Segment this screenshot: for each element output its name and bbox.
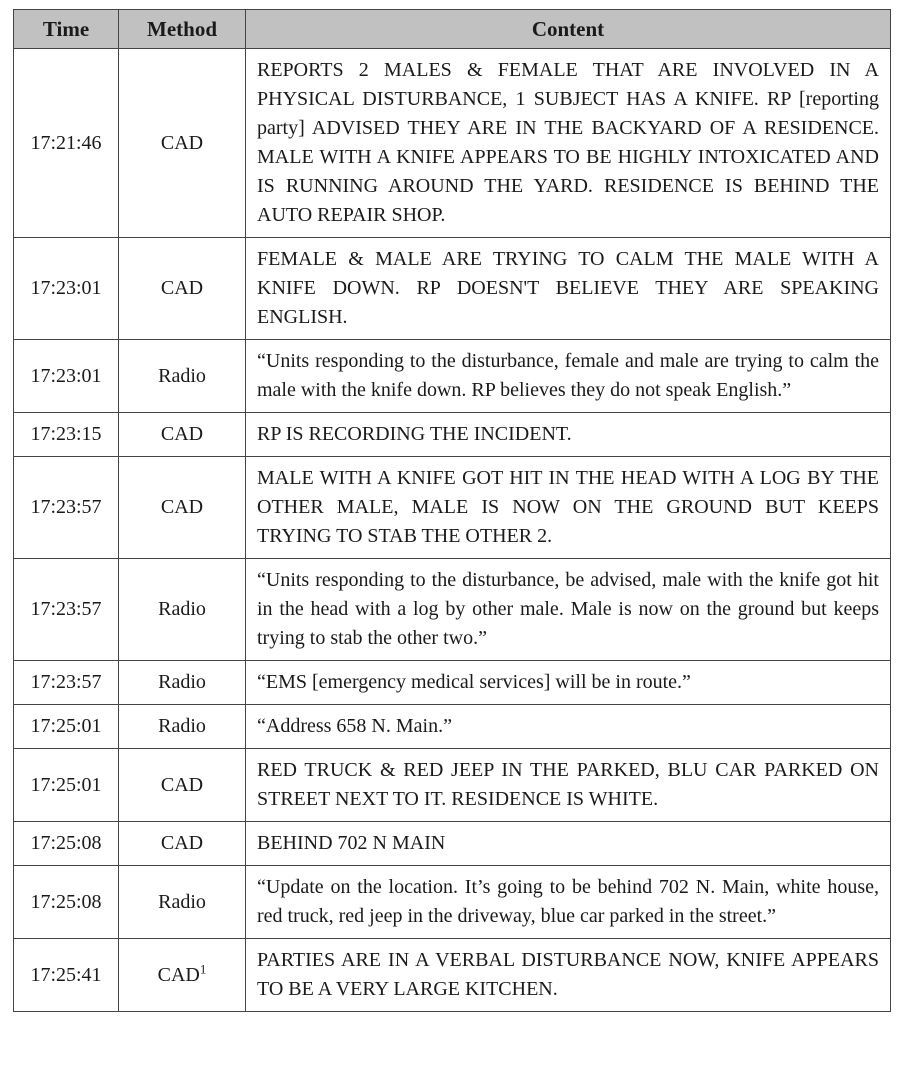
log-row	[14, 559, 891, 661]
method-cell: CAD	[119, 749, 246, 822]
method-cell: CAD	[119, 238, 246, 340]
header-row	[14, 10, 891, 49]
time-cell: 17:23:57	[14, 559, 119, 661]
method-cell: CAD	[119, 457, 246, 559]
time-cell: 17:25:08	[14, 866, 119, 939]
content-cell: “Units responding to the disturbance, be advised, male with the knife got hit in the head with a log by other male. Male is now on the ground but keeps trying to stab the other two.”	[246, 559, 891, 661]
method-cell: Radio	[119, 559, 246, 661]
log-row	[14, 661, 891, 705]
content-cell: “Address 658 N. Main.”	[246, 705, 891, 749]
method-cell: CAD	[119, 822, 246, 866]
log-row	[14, 340, 891, 413]
content-cell: RP IS RECORDING THE INCIDENT.	[246, 413, 891, 457]
log-row	[14, 457, 891, 559]
content-cell: MALE WITH A KNIFE GOT HIT IN THE HEAD WITH A LOG BY THE OTHER MALE, MALE IS NOW ON THE GROUND BUT KEEPS TRYING TO STAB THE OTHER 2.	[246, 457, 891, 559]
method-cell: Radio	[119, 340, 246, 413]
dispatch-log-table	[13, 9, 891, 1012]
content-cell: REPORTS 2 MALES & FEMALE THAT ARE INVOLVED IN A PHYSICAL DISTURBANCE, 1 SUBJECT HAS A KNIFE. RP [reporting party] ADVISED THEY ARE IN THE BACKYARD OF A RESIDENCE. MALE WITH A KNIFE APPEARS TO BE HIGHLY INTOXICATED AND IS RUNNING AROUND THE YARD. RESIDENCE IS BEHIND THE AUTO REPAIR SHOP.	[246, 49, 891, 238]
time-cell: 17:25:01	[14, 749, 119, 822]
time-cell: 17:25:08	[14, 822, 119, 866]
log-row	[14, 49, 891, 238]
time-cell: 17:23:15	[14, 413, 119, 457]
header-content: Content	[246, 10, 891, 49]
log-row	[14, 413, 891, 457]
method-cell: Radio	[119, 866, 246, 939]
footnote-marker: 1	[199, 960, 207, 976]
content-cell: “EMS [emergency medical services] will be in route.”	[246, 661, 891, 705]
table-body	[14, 49, 891, 1012]
content-cell: “Update on the location. It’s going to be behind 702 N. Main, white house, red truck, red jeep in the driveway, blue car parked in the street.”	[246, 866, 891, 939]
content-cell: PARTIES ARE IN A VERBAL DISTURBANCE NOW, KNIFE APPEARS TO BE A VERY LARGE KITCHEN.	[246, 939, 891, 1012]
time-cell: 17:25:01	[14, 705, 119, 749]
log-row	[14, 939, 891, 1012]
method-cell: CAD$^1$	[119, 939, 246, 1012]
time-cell: 17:23:01	[14, 340, 119, 413]
method-cell: Radio	[119, 661, 246, 705]
time-cell: 17:25:41	[14, 939, 119, 1012]
method-cell: CAD	[119, 49, 246, 238]
log-row	[14, 238, 891, 340]
log-row	[14, 705, 891, 749]
time-cell: 17:23:57	[14, 457, 119, 559]
table-header	[14, 10, 891, 49]
log-row	[14, 866, 891, 939]
content-cell: “Units responding to the disturbance, female and male are trying to calm the male with the knife down. RP believes they do not speak English.”	[246, 340, 891, 413]
method-cell: CAD	[119, 413, 246, 457]
time-cell: 17:21:46	[14, 49, 119, 238]
method-cell: Radio	[119, 705, 246, 749]
time-cell: 17:23:01	[14, 238, 119, 340]
content-cell: RED TRUCK & RED JEEP IN THE PARKED, BLU CAR PARKED ON STREET NEXT TO IT. RESIDENCE IS WHITE.	[246, 749, 891, 822]
header-method: Method	[119, 10, 246, 49]
log-row	[14, 749, 891, 822]
log-row	[14, 822, 891, 866]
header-time: Time	[14, 10, 119, 49]
content-cell: BEHIND 702 N MAIN	[246, 822, 891, 866]
content-cell: FEMALE & MALE ARE TRYING TO CALM THE MALE WITH A KNIFE DOWN. RP DOESN'T BELIEVE THEY ARE SPEAKING ENGLISH.	[246, 238, 891, 340]
time-cell: 17:23:57	[14, 661, 119, 705]
